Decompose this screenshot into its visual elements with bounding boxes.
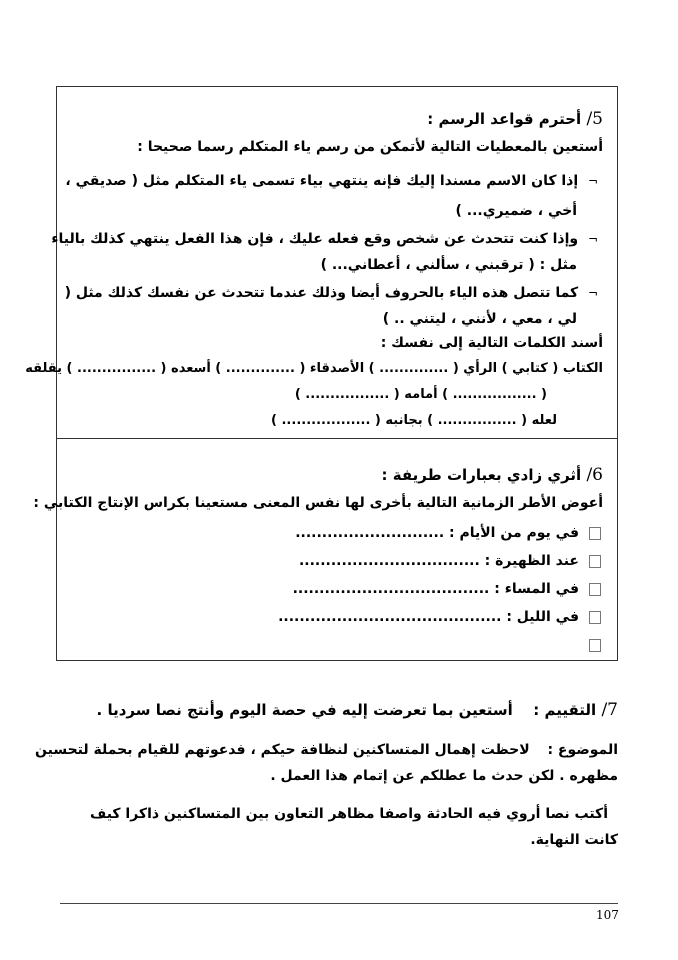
section-5-box (25, 86, 618, 438)
time-frame-item (65, 609, 601, 625)
words-line-1: الكتاب ( كتابي ) الرأي ( .............. ) الأصدقاء ( .............. ) أسعده ( ................ ) يقلقه (25, 361, 603, 376)
footer-divider (60, 903, 618, 904)
section-5-heading (65, 109, 603, 129)
bullet-2-text: وإذا كنت تتحدث عن شخص وقع فعله عليك ، فإن هذا الفعل ينتهي كذلك بالياء (51, 231, 579, 247)
task-line-2: كانت النهاية. (530, 832, 618, 848)
section-6-heading (65, 465, 603, 485)
time-frame-item-empty (65, 637, 601, 653)
topic-label: الموضوع : (547, 742, 618, 758)
time-frame-text: عند الظهيرة : .................................. (298, 553, 579, 569)
bullet-2-line-2: مثل : ( ترقبني ، سألني ، أعطاني... ) (320, 257, 577, 273)
checkbox-icon (589, 527, 601, 540)
checkbox-icon (589, 639, 601, 652)
checkbox-icon (589, 611, 601, 624)
topic-line-2: مظهره . لكن حدث ما عطلكم عن إتمام هذا العمل . (270, 768, 618, 784)
section-5-title: أحترم قواعد الرسم : (427, 110, 582, 128)
section-7-number: 7/ (601, 700, 618, 720)
bullet-3-line-1 (65, 285, 603, 301)
time-frame-item (65, 581, 601, 597)
bullet-icon: ¬ (587, 174, 599, 188)
section-5-number: 5/ (586, 109, 603, 129)
time-frame-item (65, 525, 601, 541)
time-frame-text: في الليل : .......................................... (278, 609, 579, 625)
bullet-1-line-1 (65, 173, 603, 189)
time-frame-text: في المساء : ..................................... (292, 581, 579, 597)
section-6-title: أثري زادي بعبارات طريفة : (381, 466, 582, 484)
page-number: 107 (596, 908, 619, 922)
section-6-intro: أعوض الأطر الزمانية التالية بأخرى لها نفس المعنى مستعينا بكراس الإنتاج الكتابي : (33, 495, 603, 511)
section-6-box (33, 438, 618, 661)
section-5-task: أسند الكلمات التالية إلى نفسك : (380, 335, 603, 351)
section-7-instruction: أستعين بما تعرضت إليه في حصة اليوم وأنتج نصا سرديا . (96, 701, 513, 719)
bullet-icon: ¬ (587, 232, 599, 246)
checkbox-icon (589, 583, 601, 596)
time-frame-item (65, 553, 601, 569)
section-5-intro: أستعين بالمعطيات التالية لأتمكن من رسم ياء المتكلم رسما صحيحا : (137, 139, 603, 155)
bullet-icon: ¬ (587, 286, 599, 300)
topic-text: لاحظت إهمال المتساكنين لنظافة حيكم ، فدعوتهم للقيام بحملة لتحسين (35, 742, 530, 758)
section-6-number: 6/ (586, 465, 603, 485)
bullet-3-line-2: لي ، معي ، لأنني ، ليتني .. ) (382, 311, 577, 327)
bullet-2-line-1 (51, 231, 603, 247)
time-frame-text: في يوم من الأيام : ............................ (295, 525, 579, 541)
bullet-1-line-2: أخي ، ضميري... ) (455, 203, 577, 219)
words-line-3: لعله ( ................ ) بجانبه ( .................. ) (271, 413, 557, 428)
bullet-3-text: كما تتصل هذه الياء بالحروف أيضا وذلك عندما تتحدث عن نفسك كذلك مثل ( (64, 285, 579, 301)
checkbox-icon (589, 555, 601, 568)
topic-line-1 (35, 742, 618, 758)
section-7-title: التقييم : (533, 701, 597, 719)
task-line-1: أكتب نصا أروي فيه الحادثة واصفا مظاهر التعاون بين المتساكنين ذاكرا كيف (90, 806, 608, 822)
words-line-2: ( ................. ) أمامه ( ................. ) (294, 387, 547, 402)
section-7-heading (56, 700, 618, 720)
bullet-1-text: إذا كان الاسم مسندا إليك فإنه ينتهي بياء تسمى ياء المتكلم مثل ( صديقي ، (65, 173, 579, 189)
